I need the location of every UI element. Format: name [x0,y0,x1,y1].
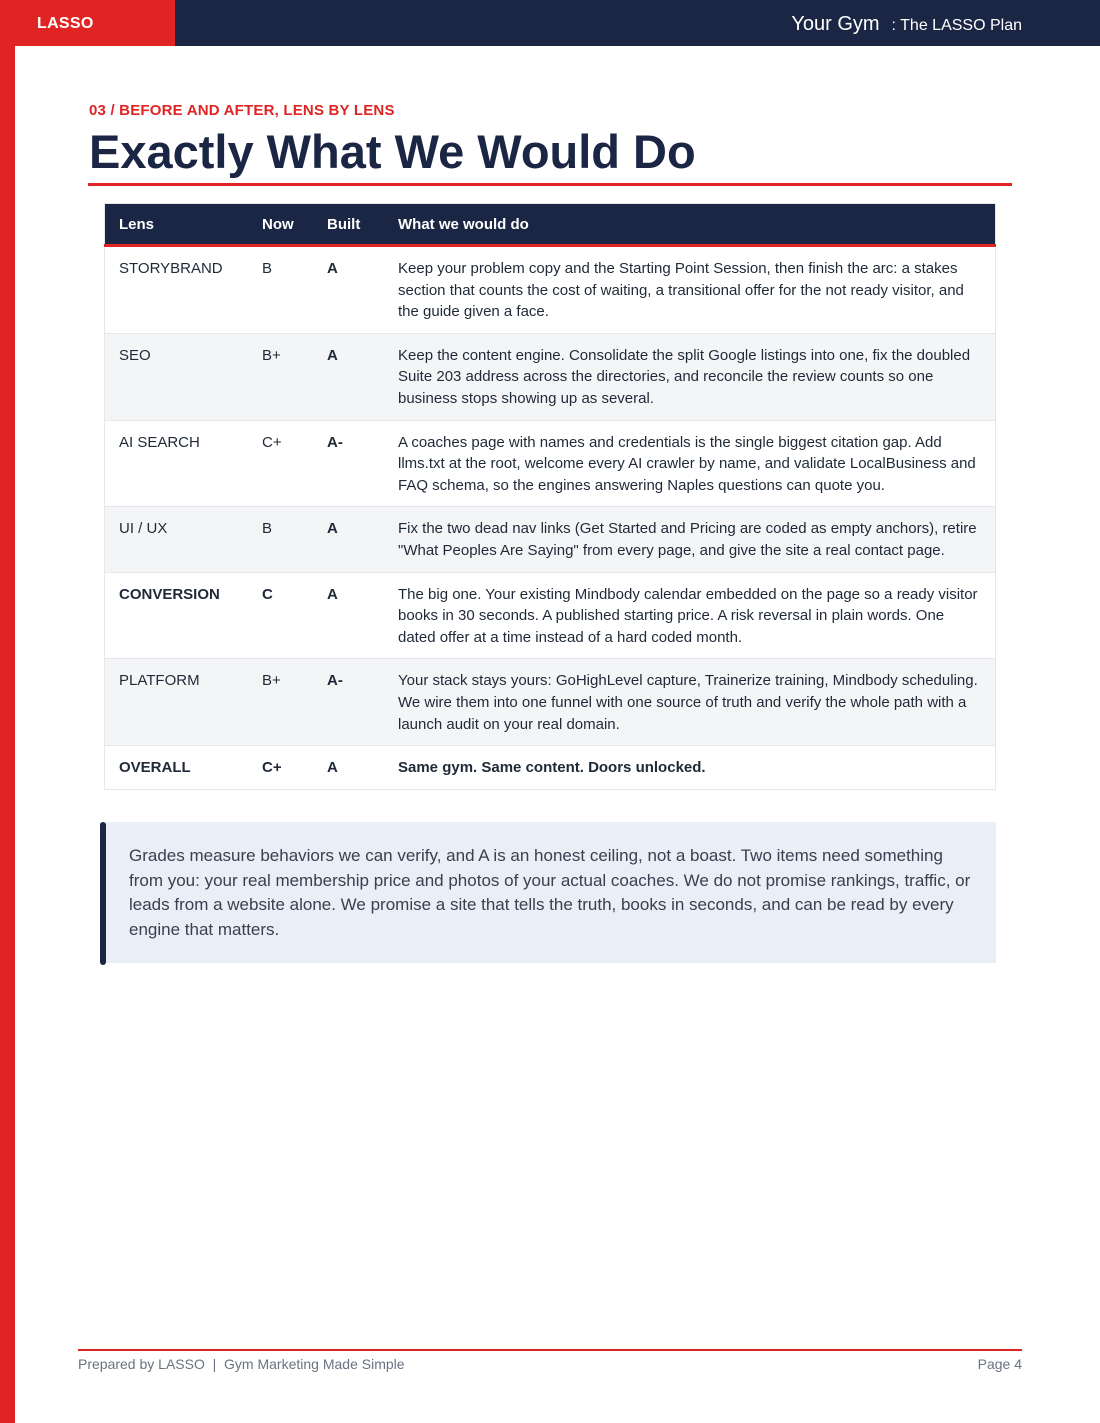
table-row [105,659,996,746]
column-header-now: Now [248,204,313,246]
action-cell: Your stack stays yours: GoHighLevel capture, Trainerize training, Mindbody scheduling. We wire them into one funnel with one source of truth and verify the whole path with a launch audit on your real domain. [398,672,978,733]
now-grade-cell: C+ [262,759,282,777]
table-row [105,333,996,420]
brand-logo-text: LASSO [37,15,94,32]
table-header-row [105,204,996,246]
column-header-lens: Lens [105,204,249,246]
action-cell: Keep the content engine. Consolidate the split Google listings into one, fix the doubled Suite 203 address across the directories, and reconcile the review counts so one business stops showing up as several. [398,346,971,407]
footer-prepared-by: Prepared by LASSO | Gym Marketing Made Simple [78,1356,405,1372]
grades-table [104,203,996,790]
top-header-bar [0,0,1100,46]
now-grade-cell: B [262,260,273,277]
table-row [105,420,996,507]
built-grade-cell: A [327,346,338,364]
built-grade-cell: A [327,759,338,777]
callout-text: Grades measure behaviors we can verify, and A is an honest ceiling, not a boast. Two items need something from you: your real membership price and photos of your actual coaches. We do not promise rankings, traffic, or leads from a website alone. We promise a site that tells the truth, books in seconds, and can be read by every engine that matters. [129,846,971,939]
table-row-overall [105,746,996,790]
action-cell: Keep your problem copy and the Starting Point Session, then finish the arc: a stakes section that counts the cost of waiting, a transitional offer for the not ready visitor, and the guide given a face. [398,260,964,321]
lens-cell: SEO [119,346,151,364]
now-grade-cell: B+ [262,672,281,690]
callout-box [100,822,996,963]
lens-cell: CONVERSION [119,585,220,603]
action-cell: The big one. Your existing Mindbody calendar embedded on the page so a ready visitor books in 30 seconds. A published starting price. A risk reversal in plain words. One dated offer at a time instead of a hard coded month. [398,585,978,646]
footer-rule [78,1349,1022,1351]
header-title-group [791,13,1022,36]
lens-cell: UI / UX [119,520,168,538]
built-grade-cell: A [327,520,338,538]
page-number: Page 4 [977,1356,1022,1372]
title-underline [88,183,1012,186]
now-grade-cell: C [262,585,273,603]
action-cell: Same gym. Same content. Doors unlocked. [398,759,706,777]
lens-cell: OVERALL [119,759,191,777]
now-grade-cell: B+ [262,346,281,364]
section-eyebrow: 03 / BEFORE AND AFTER, LENS BY LENS [89,102,395,119]
table-row [105,246,996,334]
lens-cell: AI SEARCH [119,433,200,451]
built-grade-cell: A- [327,433,343,451]
built-grade-cell: A [327,260,338,277]
built-grade-cell: A- [327,672,343,690]
lens-cell: STORYBRAND [119,260,223,277]
now-grade-cell: B [262,520,273,538]
table-row-highlighted [105,572,996,659]
brand-block [0,0,175,46]
column-header-what: What we would do [384,204,996,246]
page-title: Exactly What We Would Do [89,125,696,178]
now-grade-cell: C+ [262,433,282,451]
table-row [105,507,996,572]
left-accent-stripe [0,0,15,1423]
gym-name: Your Gym [791,13,880,35]
callout-accent-bar [100,822,106,965]
action-cell: A coaches page with names and credentials is the single biggest citation gap. Add llms.txt at the root, welcome every AI crawler by name, and validate LocalBusiness and FAQ schema, so the engines answering Naples questions can quote you. [398,433,976,494]
plan-title: : The LASSO Plan [891,17,1022,34]
built-grade-cell: A [327,585,338,603]
action-cell: Fix the two dead nav links (Get Started and Pricing are coded as empty anchors), retire "What Peoples Are Saying" from every page, and give the site a real contact page. [398,520,977,559]
column-header-built: Built [313,204,384,246]
lens-cell: PLATFORM [119,672,200,690]
